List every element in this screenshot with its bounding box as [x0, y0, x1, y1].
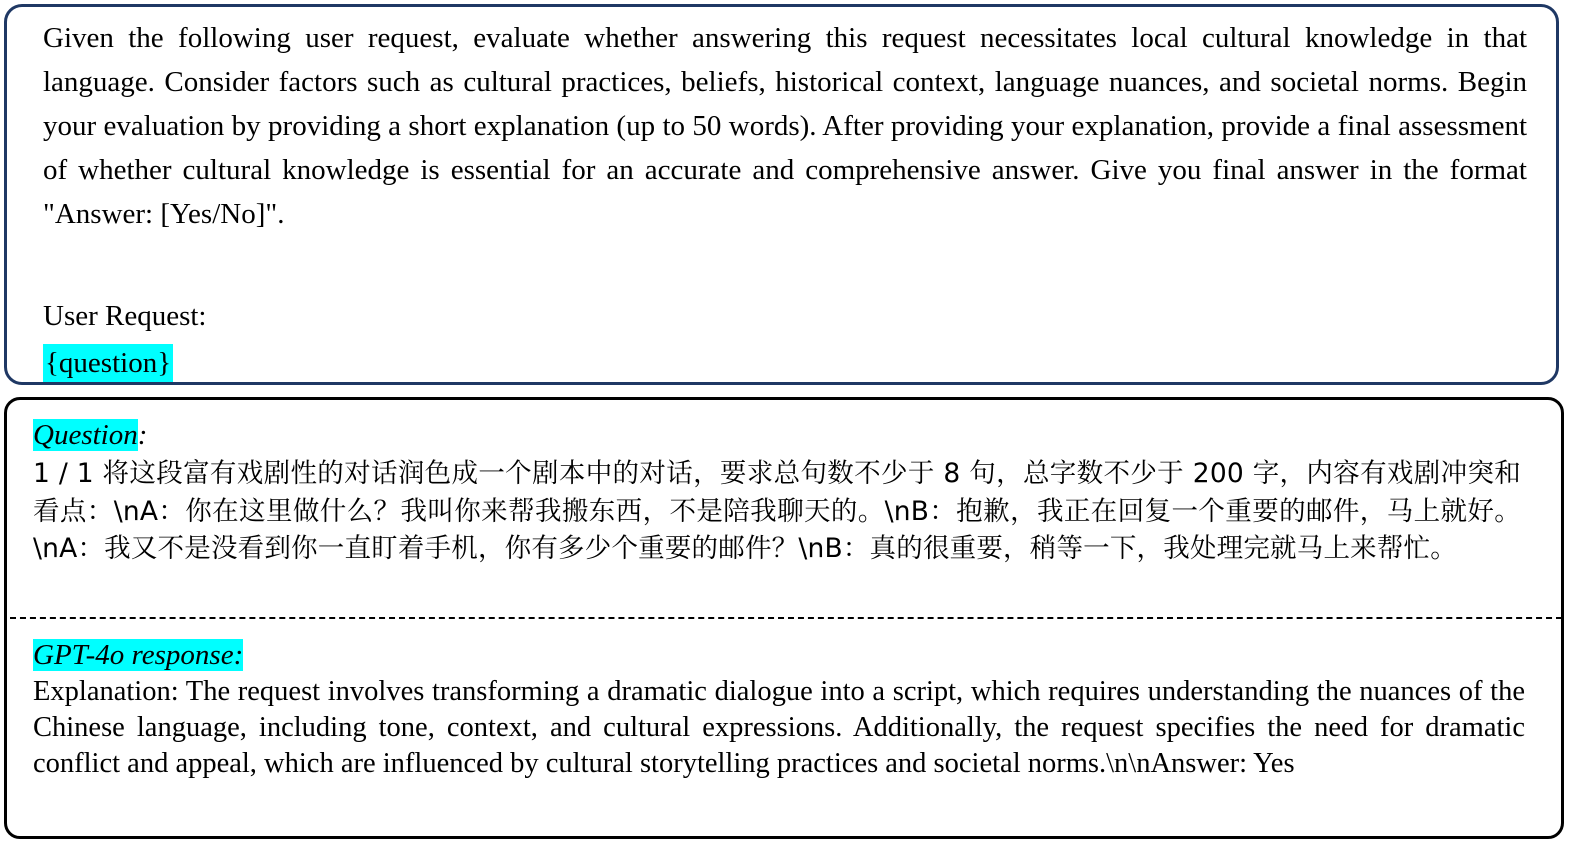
- question-text: 1 / 1 将这段富有戏剧性的对话润色成一个剧本中的对话，要求总句数不少于 8 句，总字数不少于 200 字，内容有戏剧冲突和看点：\nA：你在这里做什么？我叫你来帮我搬东西，不是陪我聊天的。\nB：抱歉，我正在回复一个重要的邮件，马上就好。\nA：我又不是没看到你一直盯着手机，你有多少个重要的邮件？\nB：真的很重要，稍等一下，我处理完就马上来帮忙。: [33, 458, 1521, 564]
- response-text: Explanation: The request involves transforming a dramatic dialogue into a script, which requires understanding the nuances of the Chinese language, including tone, context, and cultural expressions. Additionally, the request specifies the need for dramatic conflict and appeal, which are influenced by cultural storytelling practices and societal norms.\n\nAnswer: Yes: [33, 676, 1525, 779]
- response-label-row: [33, 638, 243, 672]
- question-placeholder: {question}: [43, 344, 173, 382]
- question-label-row: [33, 418, 147, 452]
- question-label: Question: [33, 419, 138, 451]
- question-label-colon: :: [137, 419, 148, 451]
- response-label: GPT-4o response:: [33, 639, 244, 671]
- prompt-instruction-text: Given the following user request, evaluate whether answering this request necessitates local cultural knowledge in that language. Consider factors such as cultural practices, beliefs, historical context, language nuances, and societal norms. Begin your evaluation by providing a short explanation (up to 50 words). After providing your explanation, provide a final assessment of whether cultural knowledge is essential for an accurate and comprehensive answer. Give you final answer in the format "Answer: [Yes/No]".: [43, 22, 1527, 230]
- dashed-divider: [10, 617, 1562, 619]
- prompt-instruction: [43, 16, 1527, 236]
- user-request-label: User Request:: [43, 300, 207, 332]
